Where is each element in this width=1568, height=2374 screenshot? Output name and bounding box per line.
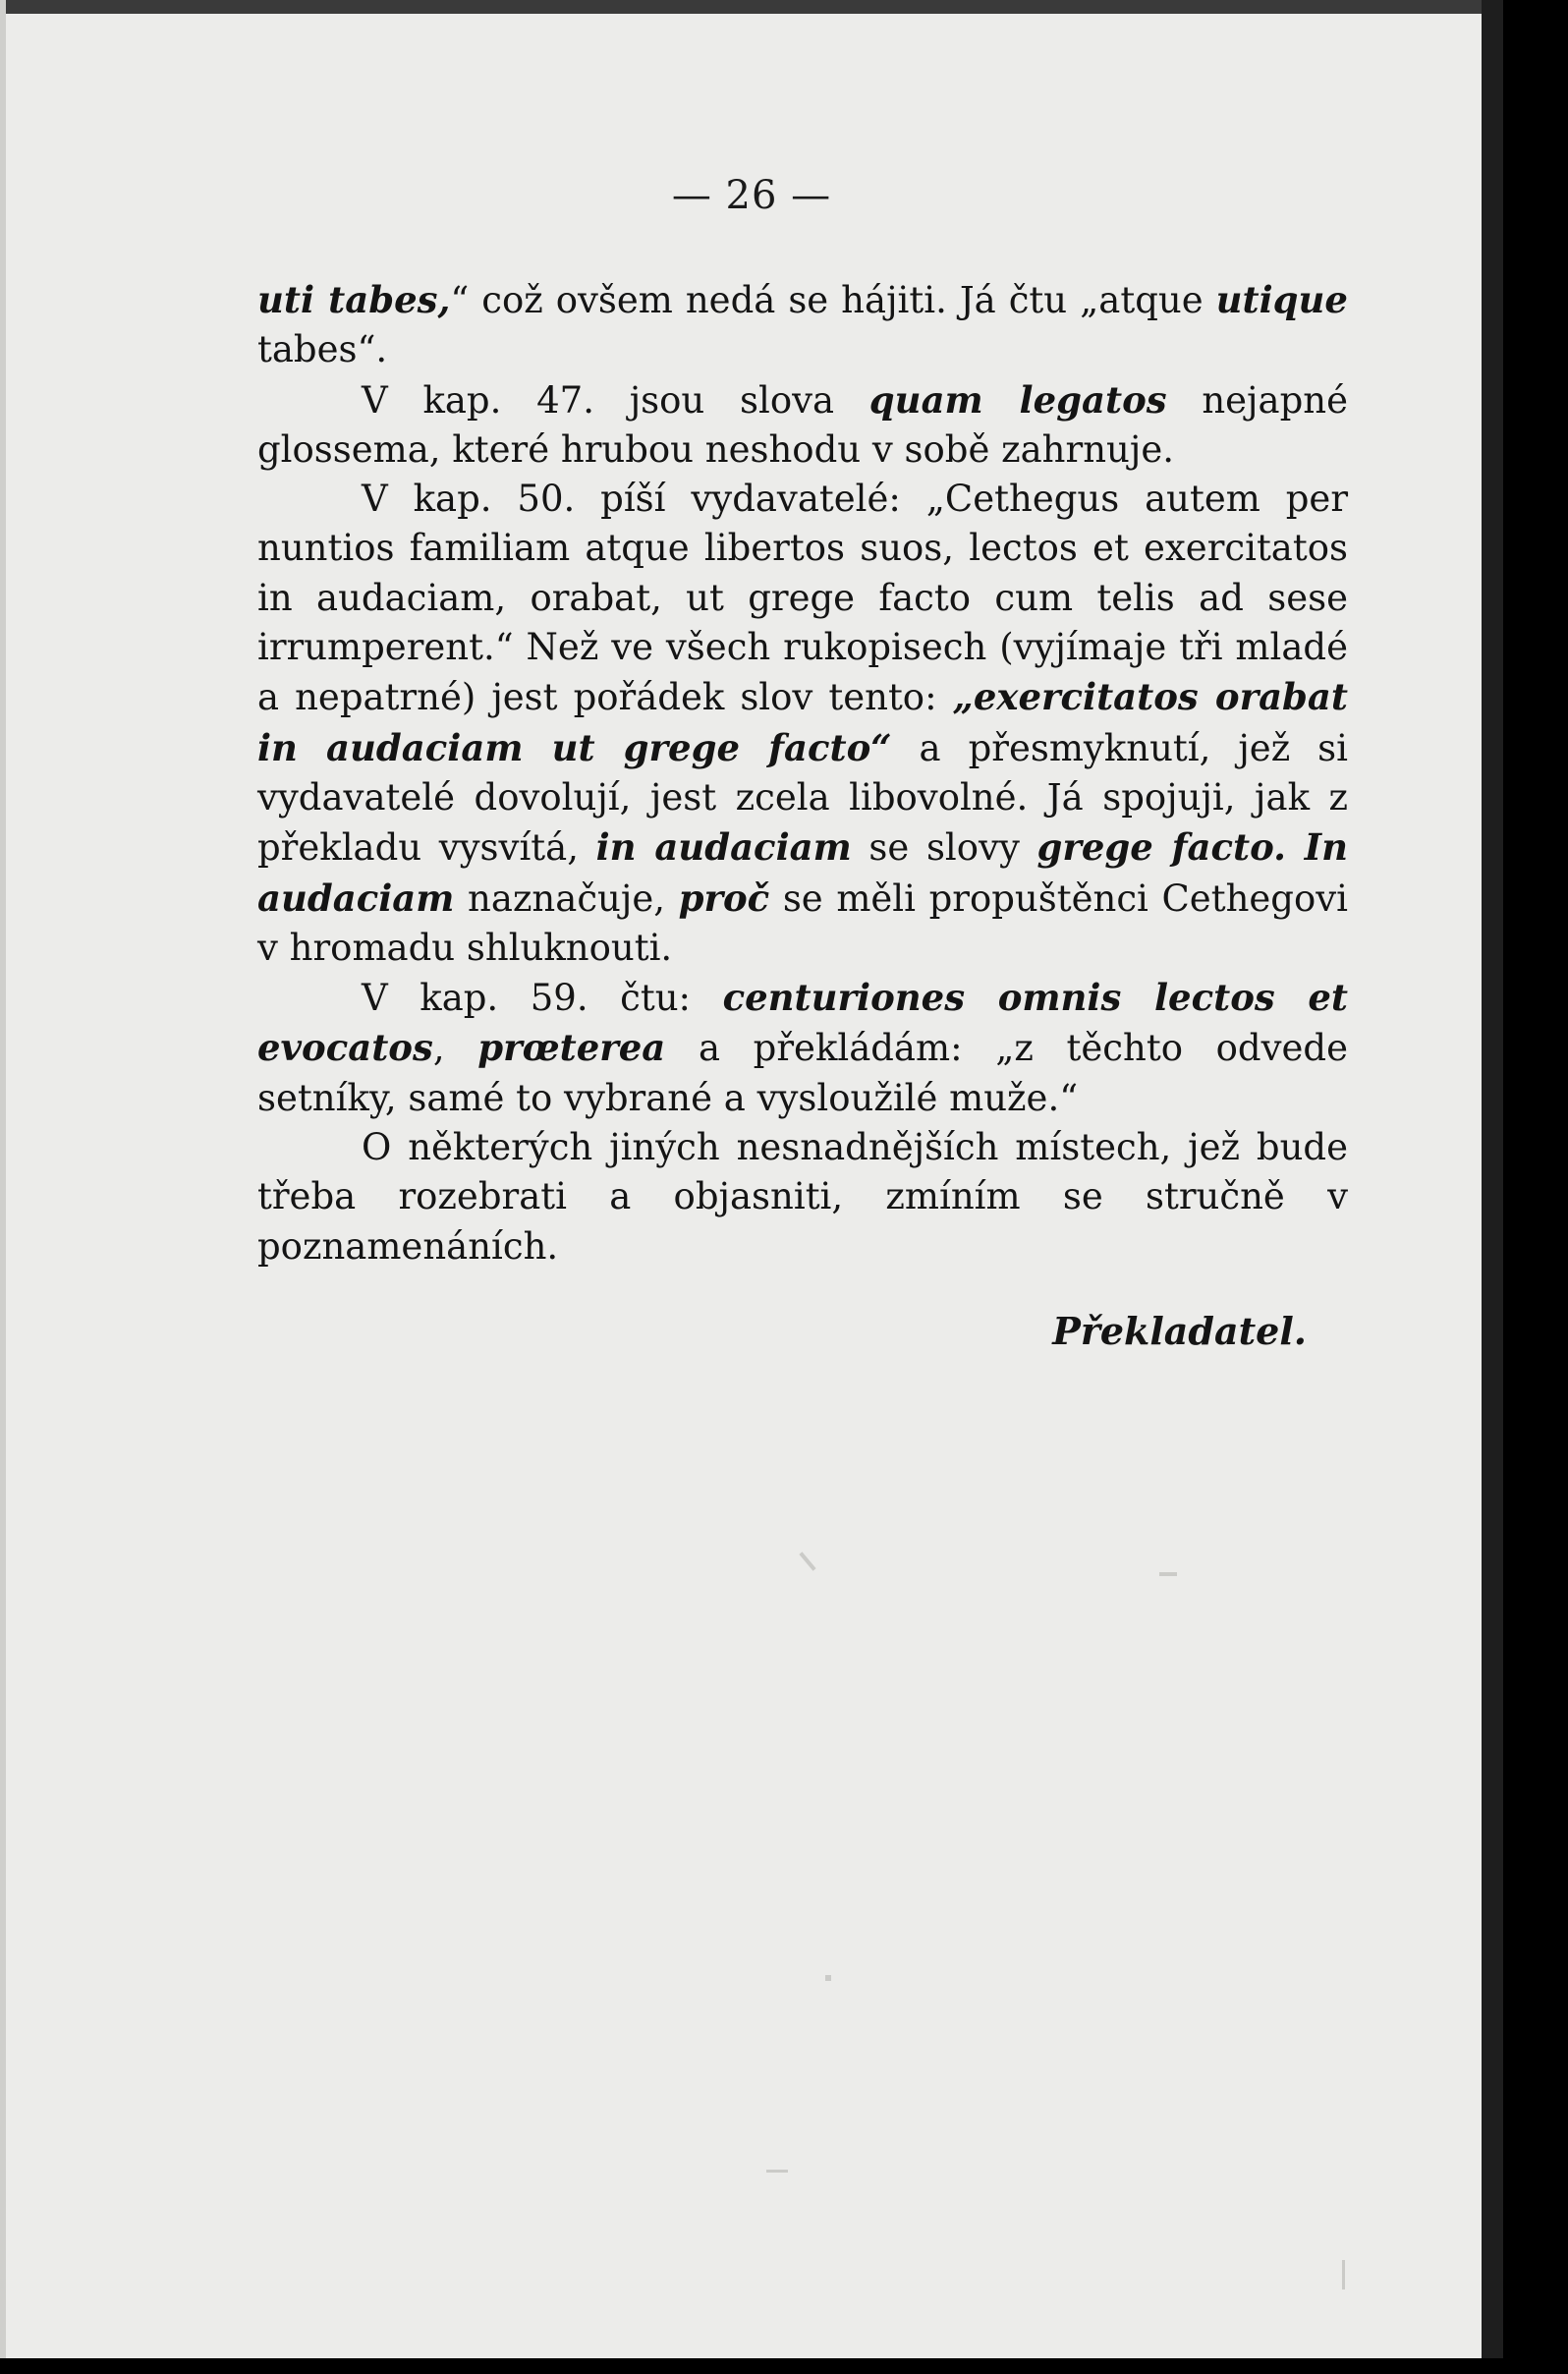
paragraph	[257, 973, 1348, 1123]
text-run: se měli propuštěnci Cethegovi v hromadu shluknouti.	[257, 876, 1348, 969]
text-run: a přesmyknutí, jež si vydavatelé dovolují, jest zcela libovolné. Já spojuji, jak z překladu vysvítá,	[257, 726, 1348, 870]
text-run: “ což ovšem nedá se hájiti. Já čtu „atque	[450, 279, 1216, 321]
text-run: V kap. 59. čtu:	[362, 977, 723, 1020]
scan-speck	[799, 1552, 815, 1570]
italic-phrase: utique	[1215, 278, 1348, 321]
scan-speck	[766, 2170, 788, 2173]
paragraph	[257, 1123, 1348, 1272]
text-run: nejapné glossema, které hrubou neshodu v sobě zahrnuje.	[257, 378, 1348, 471]
text-run: V kap. 50. píší vydavatelé: „Cethegus autem per nuntios familiam atque libertos suos, lectos et exercitatos in audaciam, orabat, ut grege facto cum telis ad sese irrumperent.“ Než ve všech rukopisech (vyjímaje tři mladé a nepatrné) jest pořádek slov tento:	[257, 478, 1348, 719]
italic-phrase: proč	[678, 876, 770, 920]
italic-phrase: prœterea	[477, 1026, 666, 1070]
scan-edge-left	[0, 0, 6, 2358]
text-run: naznačuje,	[454, 876, 679, 920]
italic-phrase: centuriones omnis lectos et evocatos	[257, 976, 1348, 1070]
italic-phrase: in audaciam	[595, 825, 852, 870]
paragraph	[257, 475, 1348, 973]
italic-phrase: quam legatos	[868, 377, 1167, 422]
scan-edge-right	[1482, 0, 1503, 2358]
signature: Překladatel.	[1052, 1309, 1307, 1353]
scan-speck	[1342, 2260, 1345, 2289]
text-run: V kap. 47. jsou slova	[362, 378, 869, 422]
text-run: tabes“.	[257, 328, 388, 371]
italic-phrase: uti tabes,	[257, 278, 451, 321]
scan-speck	[825, 1975, 831, 1981]
text-run: ,	[432, 1027, 478, 1070]
text-run: a překládám: „z těchto odvede setníky, samé to vybrané a vysloužilé muže.“	[257, 1027, 1348, 1119]
paragraph	[257, 275, 1348, 375]
scan-speck	[1159, 1572, 1177, 1576]
text-run: O některých jiných nesnadnějších místech, jež bude třeba rozebrati a objasniti, zmíním se stručně v poznamenáních.	[257, 1126, 1348, 1268]
body-text	[257, 275, 1348, 1272]
scan-edge-top	[0, 0, 1503, 14]
page-number: — 26 —	[671, 173, 832, 218]
italic-phrase: grege facto. In audaciam	[257, 825, 1348, 920]
italic-phrase: „exercitatos orabat in audaciam ut grege facto“	[257, 675, 1348, 769]
text-run: se slovy	[851, 826, 1037, 870]
paragraph	[257, 375, 1348, 476]
